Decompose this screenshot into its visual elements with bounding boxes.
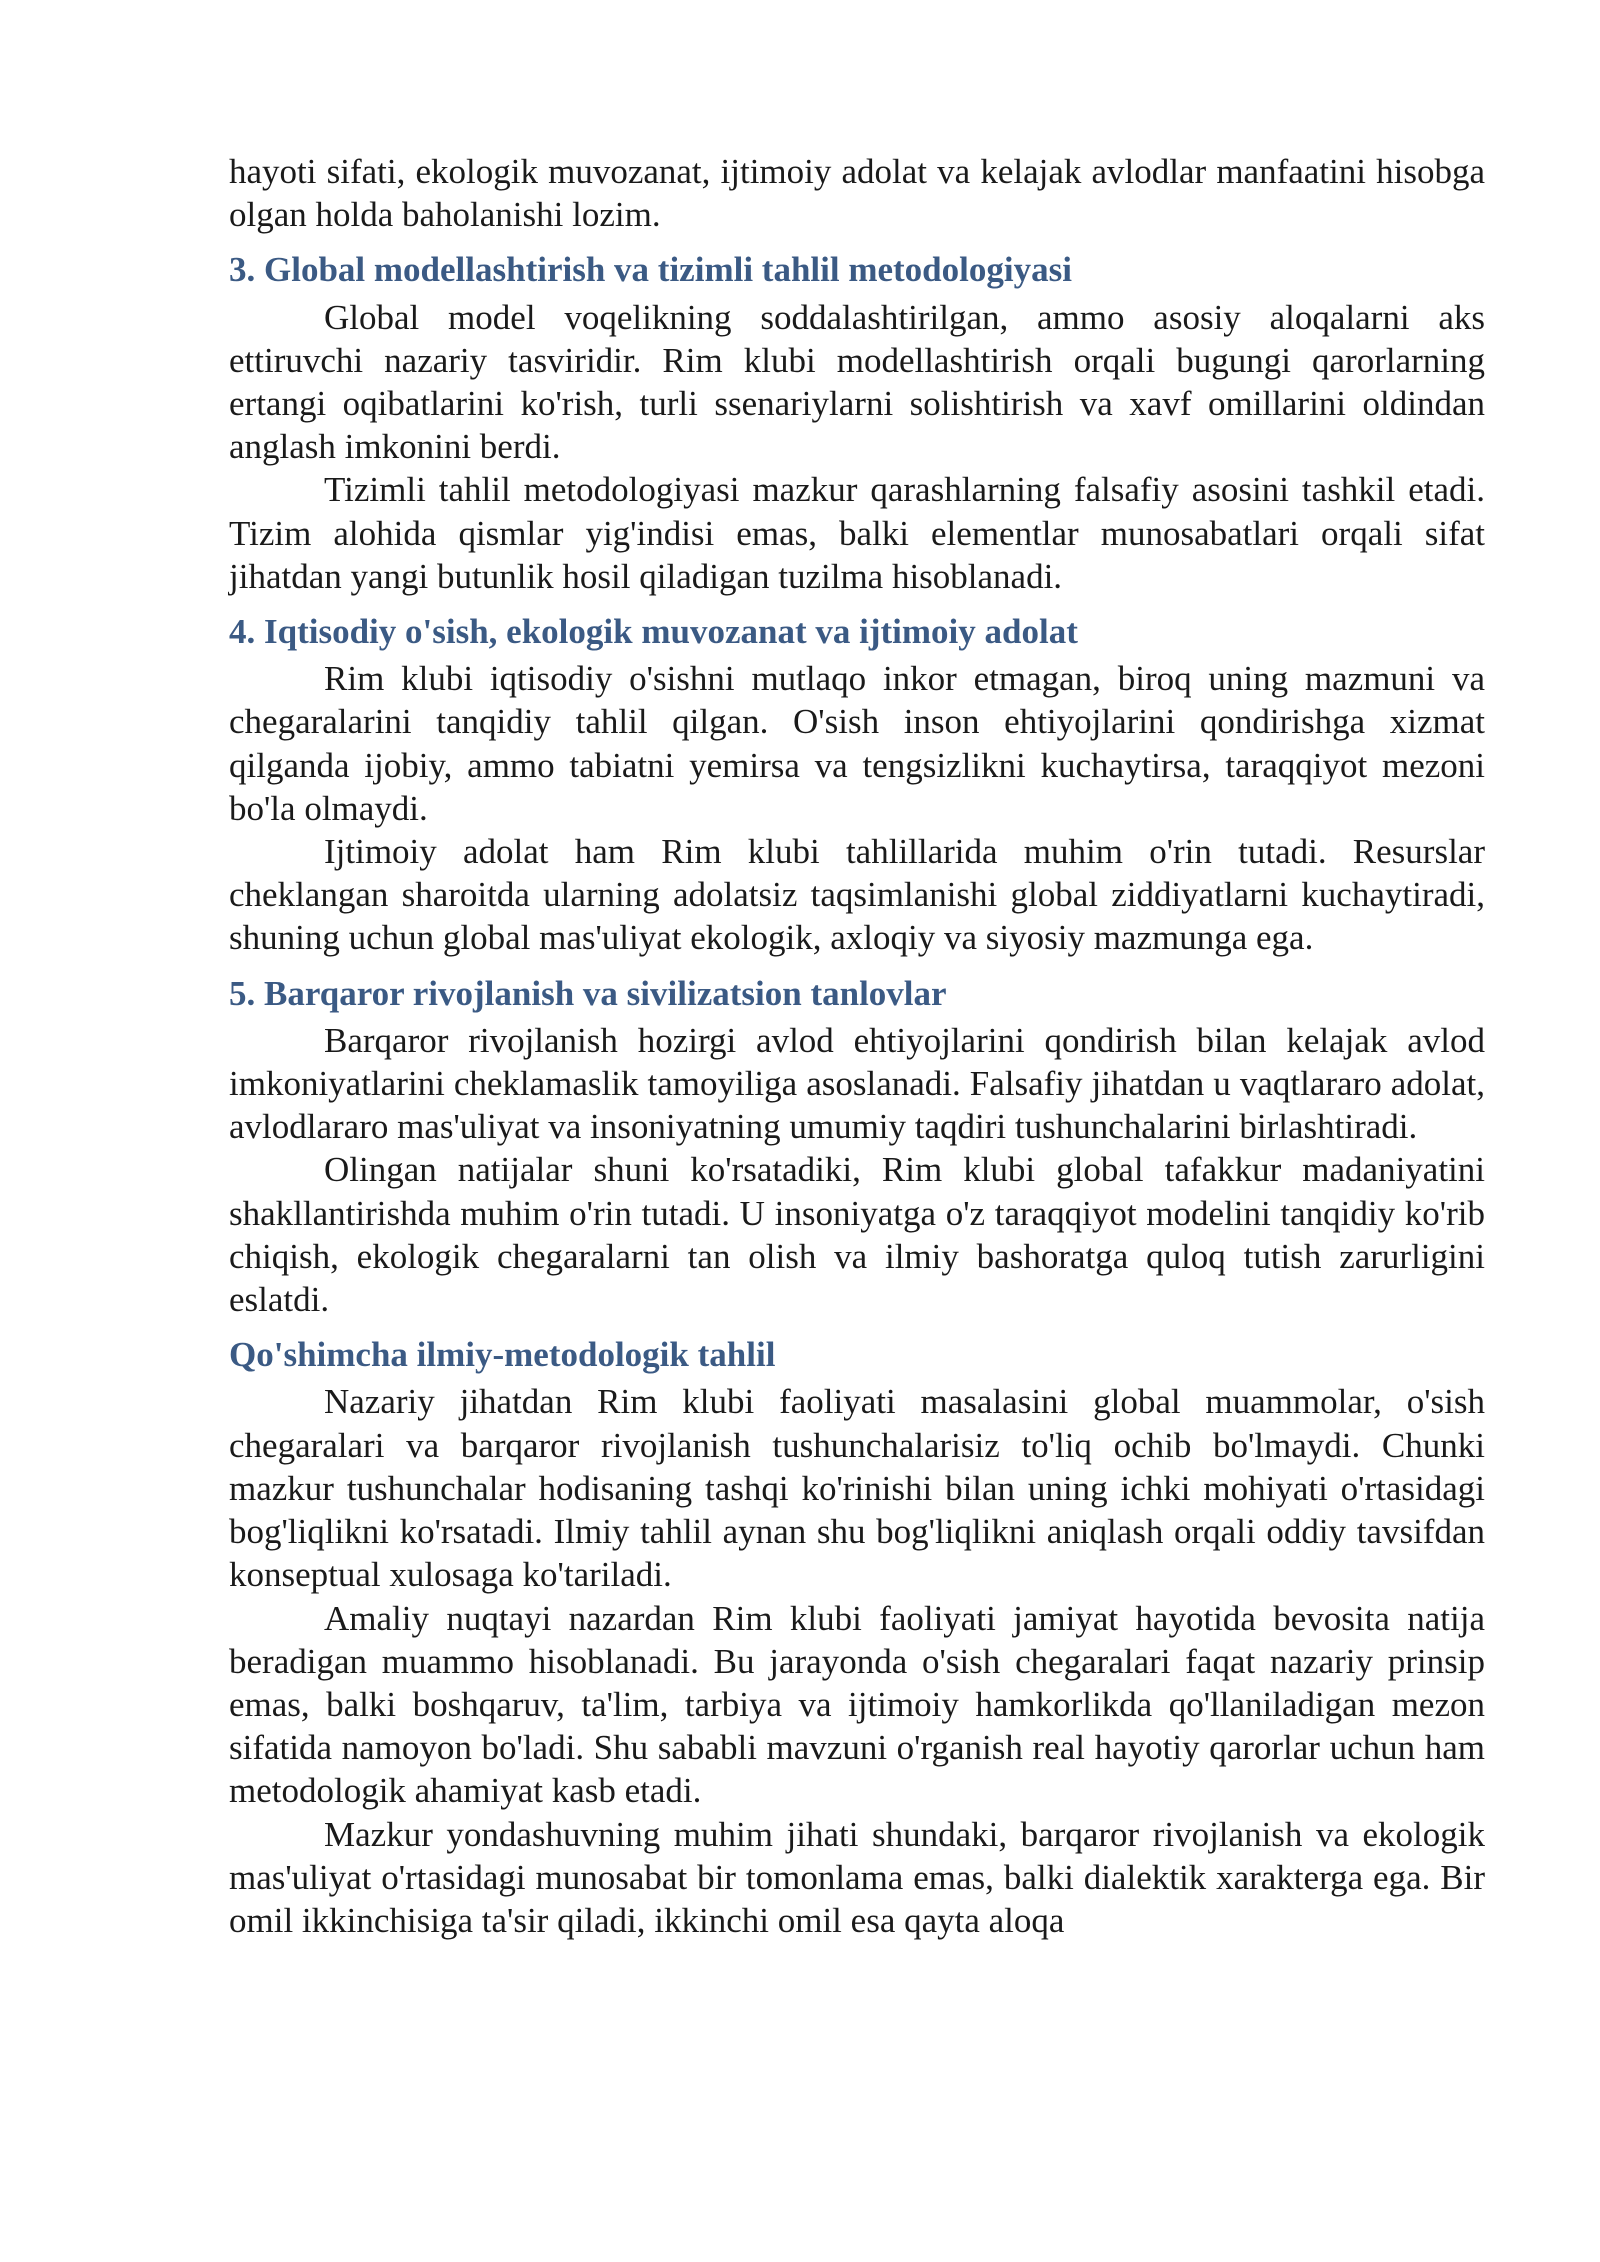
paragraph: Barqaror rivojlanish hozirgi avlod ehtiyojlarini qondirish bilan kelajak avlod imkoniyatlarini cheklamaslik tamoyiliga asoslanadi. Falsafiy jihatdan u vaqtlararo adolat, avlodlararo mas'uliyat va insoniyatning umumiy taqdiri tushunchalarini birlashtiradi. [229,1020,1485,1147]
section-heading-4: 4. Iqtisodiy o'sish, ekologik muvozanat va ijtimoiy adolat [229,612,1078,652]
paragraph-continuation: hayoti sifati, ekologik muvozanat, ijtimoiy adolat va kelajak avlodlar manfaatini hisobga olgan holda baholanishi lozim. [229,152,1485,235]
section-heading-3: 3. Global modellashtirish va tizimli tahlil metodologiyasi [229,250,1072,290]
document-page [229,150,1485,1942]
paragraph: Ijtimoiy adolat ham Rim klubi tahlillarida muhim o'rin tutadi. Resurslar cheklangan sharoitda ularning adolatsiz taqsimlanishi global ziddiyatlarni kuchaytiradi, shuning uchun global mas'uliyat ekologik, axloqiy va siyosiy mazmunga ega. [229,832,1485,958]
paragraph: Tizimli tahlil metodologiyasi mazkur qarashlarning falsafiy asosini tashkil etadi. Tizim alohida qismlar yig'indisi emas, balki elementlar munosabatlari orqali sifat jihatdan yangi butunlik hosil qiladigan tuzilma hisoblanadi. [229,470,1485,596]
paragraph: Olingan natijalar shuni ko'rsatadiki, Rim klubi global tafakkur madaniyatini shakllantirishda muhim o'rin tutadi. U insoniyatga o'z taraqqiyot modelini tanqidiy ko'rib chiqish, ekologik chegaralarni tan olish va ilmiy bashoratga quloq tutish zarurligini eslatdi. [229,1150,1485,1320]
section-heading-5: 5. Barqaror rivojlanish va sivilizatsion tanlovlar [229,973,947,1013]
section-heading-additional: Qo'shimcha ilmiy-metodologik tahlil [229,1335,776,1375]
paragraph: Rim klubi iqtisodiy o'sishni mutlaqo inkor etmagan, biroq uning mazmuni va chegaralarini tanqidiy tahlil qilgan. O'sish inson ehtiyojlarini qondirishga xizmat qilganda ijobiy, ammo tabiatni yemirsa va tengsizlikni kuchaytirsa, taraqqiyot mezoni bo'la olmaydi. [229,659,1485,828]
paragraph-last: Mazkur yondashuvning muhim jihati shundaki, barqaror rivojlanish va ekologik mas'uliyat o'rtasidagi munosabat bir tomonlama emas, balki dialektik xarakterga ega. Bir omil ikkinchisiga ta'sir qiladi, ikkinchi omil esa qayta aloqa [229,1814,1485,1940]
paragraph: Nazariy jihatdan Rim klubi faoliyati masalasini global muammolar, o'sish chegaralari va barqaror rivojlanish tushunchalarisiz to'liq ochib bo'lmaydi. Chunki mazkur tushunchalar hodisaning tashqi ko'rinishi bilan uning ichki mohiyati o'rtasidagi bog'liqlikni ko'rsatadi. Ilmiy tahlil aynan shu bog'liqlikni aniqlash orqali oddiy tavsifdan konseptual xulosaga ko'tariladi. [229,1382,1485,1595]
paragraph: Global model voqelikning soddalashtirilgan, ammo asosiy aloqalarni aks ettiruvchi nazariy tasviridir. Rim klubi modellashtirish orqali bugungi qarorlarning ertangi oqibatlarini ko'rish, turli ssenariylarni solishtirish va xavf omillarini oldindan anglash imkonini berdi. [229,297,1485,467]
paragraph: Amaliy nuqtayi nazardan Rim klubi faoliyati jamiyat hayotida bevosita natija beradigan muammo hisoblanadi. Bu jarayonda o'sish chegaralari faqat nazariy prinsip emas, balki boshqaruv, ta'lim, tarbiya va ijtimoiy hamkorlikda qo'llaniladigan mezon sifatida namoyon bo'ladi. Shu sababli mavzuni o'rganish real hayotiy qarorlar uchun ham metodologik ahamiyat kasb etadi. [229,1598,1485,1811]
